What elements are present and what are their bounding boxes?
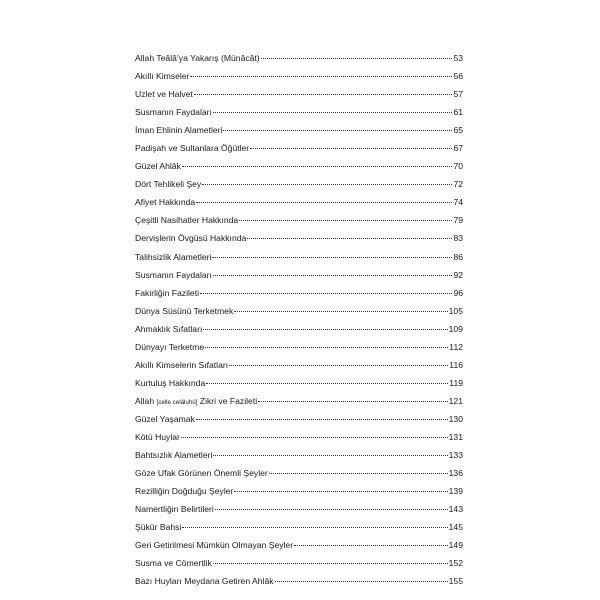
- toc-entry: [135, 338, 463, 356]
- toc-entry-title: Kurtuluş Hakkında: [135, 377, 206, 388]
- toc-entry-page-number: 130: [448, 413, 463, 424]
- dot-leader: [294, 545, 448, 546]
- toc-entry-title: Uzlet ve Halvet: [135, 89, 193, 100]
- toc-entry-page-number: 86: [453, 251, 463, 262]
- toc-entry-title: Geri Getirilmesi Mümkün Olmayan Şeyler: [135, 540, 294, 551]
- dot-leader: [223, 130, 452, 131]
- toc-entry-title-honorific: [celle celâluhû]: [156, 398, 198, 406]
- toc-entry-page-number: 83: [453, 233, 463, 244]
- toc-entry-title: Susmanın Faydaları: [135, 269, 212, 280]
- dot-leader: [182, 527, 447, 528]
- toc-entry-title: Fakirliğin Fazileti: [135, 287, 199, 298]
- dot-leader: [258, 401, 448, 402]
- toc-entry-title: Susma ve Cömertlik: [135, 558, 212, 569]
- toc-entry-page-number: 133: [448, 450, 463, 461]
- toc-entry-page-number: 61: [453, 107, 463, 118]
- dot-leader: [234, 491, 447, 492]
- dot-leader: [247, 238, 452, 239]
- toc-entry: [135, 572, 463, 590]
- toc-entry-title: Bazı Huyları Meydana Getiren Ahlâk: [135, 576, 274, 587]
- dot-leader: [250, 148, 452, 149]
- toc-entry: [135, 446, 463, 464]
- toc-entry-title: Güzel Yaşamak: [135, 413, 195, 424]
- toc-entry-page-number: 74: [453, 197, 463, 208]
- toc-entry-title: Padişah ve Sultanlara Öğütler: [135, 143, 250, 154]
- toc-entry-title: Şükür Bahsi: [135, 522, 182, 533]
- dot-leader: [261, 58, 453, 59]
- toc-entry-title: Namertliğin Belirtileri: [135, 504, 214, 515]
- toc-entry-title: Ahmaklık Sıfatları: [135, 323, 203, 334]
- toc-entry-page-number: 79: [453, 215, 463, 226]
- toc-entry-page-number: 143: [448, 504, 463, 515]
- dot-leader: [229, 365, 448, 366]
- toc-entry-page-number: 92: [453, 269, 463, 280]
- toc-entry-page-number: 149: [448, 540, 463, 551]
- toc-entry-page-number: 131: [448, 431, 463, 442]
- toc-entry-title: Göze Ufak Görünen Önemli Şeyler: [135, 468, 268, 479]
- toc-entry: [135, 428, 463, 446]
- toc-entry-page-number: 109: [448, 323, 463, 334]
- toc-entry-title: Akıllı Kimselerin Sıfatları: [135, 359, 229, 370]
- toc-entry: [135, 392, 463, 410]
- toc-entry: [135, 554, 463, 572]
- dot-leader: [213, 563, 448, 564]
- dot-leader: [196, 419, 448, 420]
- toc-entry-page-number: 112: [449, 341, 463, 352]
- dot-leader: [202, 184, 452, 185]
- dot-leader: [182, 166, 453, 167]
- toc-entry: [135, 121, 463, 139]
- toc-entry-page-number: 65: [453, 125, 463, 136]
- toc-entry: [135, 374, 463, 392]
- toc-entry: [135, 302, 463, 320]
- toc-entry: [135, 536, 463, 554]
- toc-entry: [135, 139, 463, 157]
- dot-leader: [212, 257, 452, 258]
- toc-entry-page-number: 116: [449, 359, 463, 370]
- dot-leader: [275, 581, 448, 582]
- toc-entry-page-number: 145: [448, 522, 463, 533]
- toc-entry-title: Dünya Süsünü Terketmek: [135, 305, 234, 316]
- toc-entry-title: Afiyet Hakkında: [135, 197, 196, 208]
- toc-entry: [135, 410, 463, 428]
- toc-entry-title: İman Ehlinin Alametleri: [135, 125, 223, 136]
- toc-entry: [135, 482, 463, 500]
- toc-entry-page-number: 119: [449, 377, 463, 388]
- dot-leader: [213, 455, 447, 456]
- toc-entry-page-number: 155: [448, 576, 463, 587]
- toc-entry-title: Çeşitli Nasihatler Hakkında: [135, 215, 239, 226]
- dot-leader: [196, 202, 452, 203]
- toc-entry: [135, 464, 463, 482]
- toc-entry-title: Güzel Ahlâk: [135, 161, 181, 172]
- table-of-contents: [135, 49, 463, 590]
- toc-entry-title: Dört Tehlikeli Şey: [135, 179, 202, 190]
- toc-entry-page-number: 96: [453, 287, 463, 298]
- toc-entry: [135, 157, 463, 175]
- toc-entry: [135, 320, 463, 338]
- toc-entry: [135, 266, 463, 284]
- dot-leader: [190, 76, 452, 77]
- toc-entry: [135, 229, 463, 247]
- toc-entry-title-main: Allah: [135, 395, 155, 406]
- toc-entry-page-number: 72: [453, 179, 463, 190]
- dot-leader: [206, 383, 448, 384]
- toc-entry: [135, 518, 463, 536]
- toc-entry-title: Susmanın Faydaları: [135, 107, 212, 118]
- toc-entry-title: Kötü Huylar: [135, 431, 180, 442]
- toc-entry-page-number: 56: [453, 71, 463, 82]
- dot-leader: [269, 473, 448, 474]
- dot-leader: [213, 112, 453, 113]
- toc-entry-page-number: 70: [453, 161, 463, 172]
- dot-leader: [215, 509, 448, 510]
- toc-entry-page-number: 152: [448, 558, 463, 569]
- dot-leader: [181, 437, 448, 438]
- toc-entry-page-number: 105: [448, 305, 463, 316]
- toc-entry: [135, 103, 463, 121]
- toc-entry: [135, 85, 463, 103]
- toc-entry: [135, 67, 463, 85]
- toc-entry-page-number: 139: [448, 486, 463, 497]
- toc-entry-title: Dervişlerin Övgüsü Hakkında: [135, 233, 247, 244]
- toc-entry: [135, 248, 463, 266]
- dot-leader: [205, 347, 448, 348]
- toc-entry-page-number: 136: [448, 468, 463, 479]
- toc-entry-title: Dünyayı Terketme: [135, 341, 205, 352]
- toc-entry: [135, 193, 463, 211]
- toc-entry-title: Akıllı Kimseler: [135, 71, 190, 82]
- toc-entry-page-number: 57: [453, 89, 463, 100]
- dot-leader: [203, 329, 447, 330]
- toc-entry-title: Allah Teâlâ’ya Yakarış (Münâcât): [135, 53, 260, 63]
- toc-entry-page-number: 121: [448, 395, 463, 406]
- dot-leader: [200, 293, 452, 294]
- toc-entry: [135, 356, 463, 374]
- toc-entry-title: Rezilliğin Doğduğu Şeyler: [135, 486, 234, 497]
- toc-entry-title: Bahtsızlık Alametleri: [135, 450, 213, 461]
- dot-leader: [194, 94, 453, 95]
- dot-leader: [213, 275, 453, 276]
- toc-entry: [135, 49, 463, 67]
- toc-entry: [135, 284, 463, 302]
- dot-leader: [239, 220, 452, 221]
- toc-entry-title: Talihsizlik Alametleri: [135, 251, 212, 262]
- toc-entry: [135, 500, 463, 518]
- toc-entry: [135, 211, 463, 229]
- toc-entry-page-number: 53: [453, 53, 463, 63]
- toc-entry-page-number: 67: [453, 143, 463, 154]
- toc-entry-title: [135, 392, 257, 412]
- toc-entry: [135, 175, 463, 193]
- dot-leader: [234, 311, 447, 312]
- toc-entry-title-rest: Zikri ve Fazileti: [197, 395, 258, 406]
